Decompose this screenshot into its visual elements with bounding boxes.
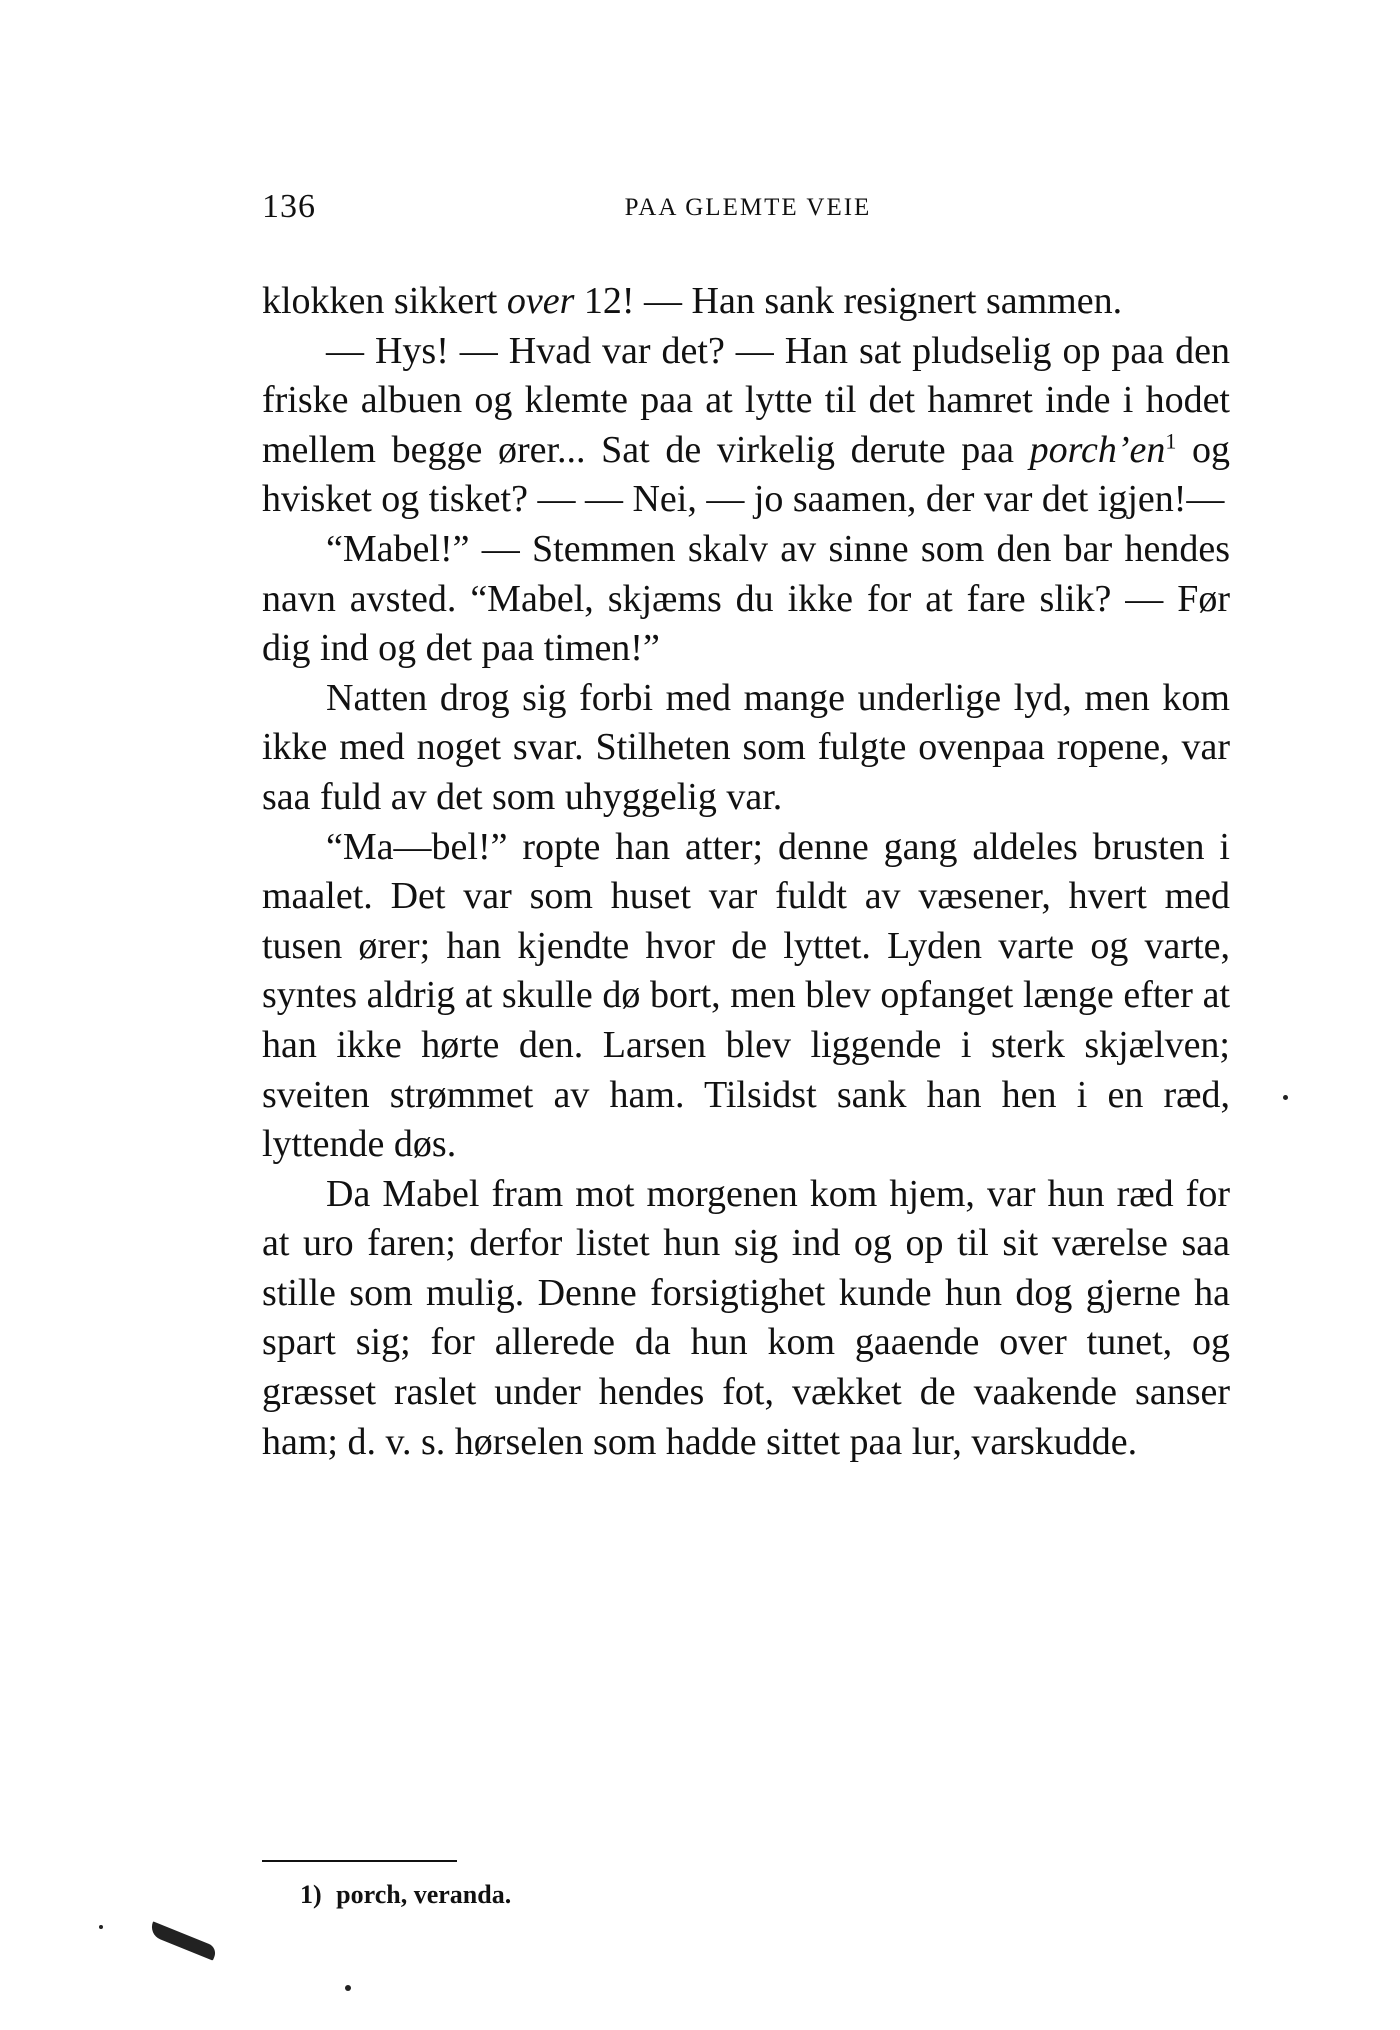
text-run: “Mabel!” — Stemmen skalv av sinne som den bar hendes navn avsted. “Mabel, skjæms du ikke for at fare slik? — Før dig ind og det paa timen!” bbox=[262, 527, 1230, 670]
footnote bbox=[300, 1880, 511, 1910]
text-run: “Ma—bel!” ropte han atter; denne gang aldeles brusten i maalet. Det var som huset var fuldt av væsener, hvert med tusen ører; han kjendte hvor de lyttet. Lyden varte og varte, syntes aldrig at skulle dø bort, men blev opfanget længe efter at han ikke hørte den. Larsen blev liggende i sterk skjælven; sveiten strømmet av ham. Tilsidst sank han hen i en ræd, lyttende døs. bbox=[262, 825, 1230, 1166]
page-number: 136 bbox=[262, 188, 316, 225]
italic-text: porch’en bbox=[1029, 428, 1166, 471]
text-run: klokken sikkert bbox=[262, 280, 507, 322]
paragraph bbox=[262, 277, 1230, 327]
ink-speck bbox=[99, 1925, 103, 1929]
italic-text: over bbox=[506, 280, 575, 322]
text-run: og hvisket og tisket? — — Nei, — jo saamen, der var det igjen!— bbox=[262, 428, 1231, 521]
footnote-number: 1) bbox=[300, 1880, 322, 1909]
body-text bbox=[262, 277, 1230, 1467]
paragraph bbox=[262, 674, 1230, 823]
text-run: 12! — Han sank resignert sammen. bbox=[574, 280, 1123, 322]
text-run: Natten drog sig forbi med mange underlige lyd, men kom ikke med noget svar. Stilheten som fulgte ovenpaa ropene, var saa fuld av det som uhyggelig var. bbox=[262, 676, 1230, 818]
ink-speck bbox=[1283, 1095, 1288, 1100]
footnote-text: porch, veranda. bbox=[336, 1880, 512, 1909]
footnote-rule bbox=[262, 1860, 457, 1862]
text-run: — Hys! — Hvad var det? — Han sat pludselig op paa den friske albuen og klemte paa at lytte til det hamret inde i hodet mellem begge ører... Sat de virkelig derute paa bbox=[262, 329, 1230, 471]
paragraph bbox=[262, 327, 1230, 525]
running-head bbox=[262, 188, 1234, 232]
text-run: Da Mabel fram mot morgenen kom hjem, var hun ræd for at uro faren; derfor listet hun sig ind og op til sit værelse saa stille som mulig. Denne forsigtighet kunde hun dog gjerne ha spart sig; for allerede da hun kom gaaende over tunet, og græsset raslet under hendes fot, vækket de vaakende sanser ham; d. v. s. hørselen som hadde sittet paa lur, varskudde. bbox=[262, 1172, 1230, 1463]
paragraph bbox=[262, 525, 1230, 674]
running-title: PAA GLEMTE VEIE bbox=[624, 194, 872, 221]
ink-blot bbox=[148, 1921, 218, 1960]
paragraph bbox=[262, 823, 1230, 1170]
footnote-ref: 1 bbox=[1165, 428, 1177, 454]
ink-speck bbox=[345, 1985, 351, 1991]
paragraph bbox=[262, 1170, 1230, 1468]
